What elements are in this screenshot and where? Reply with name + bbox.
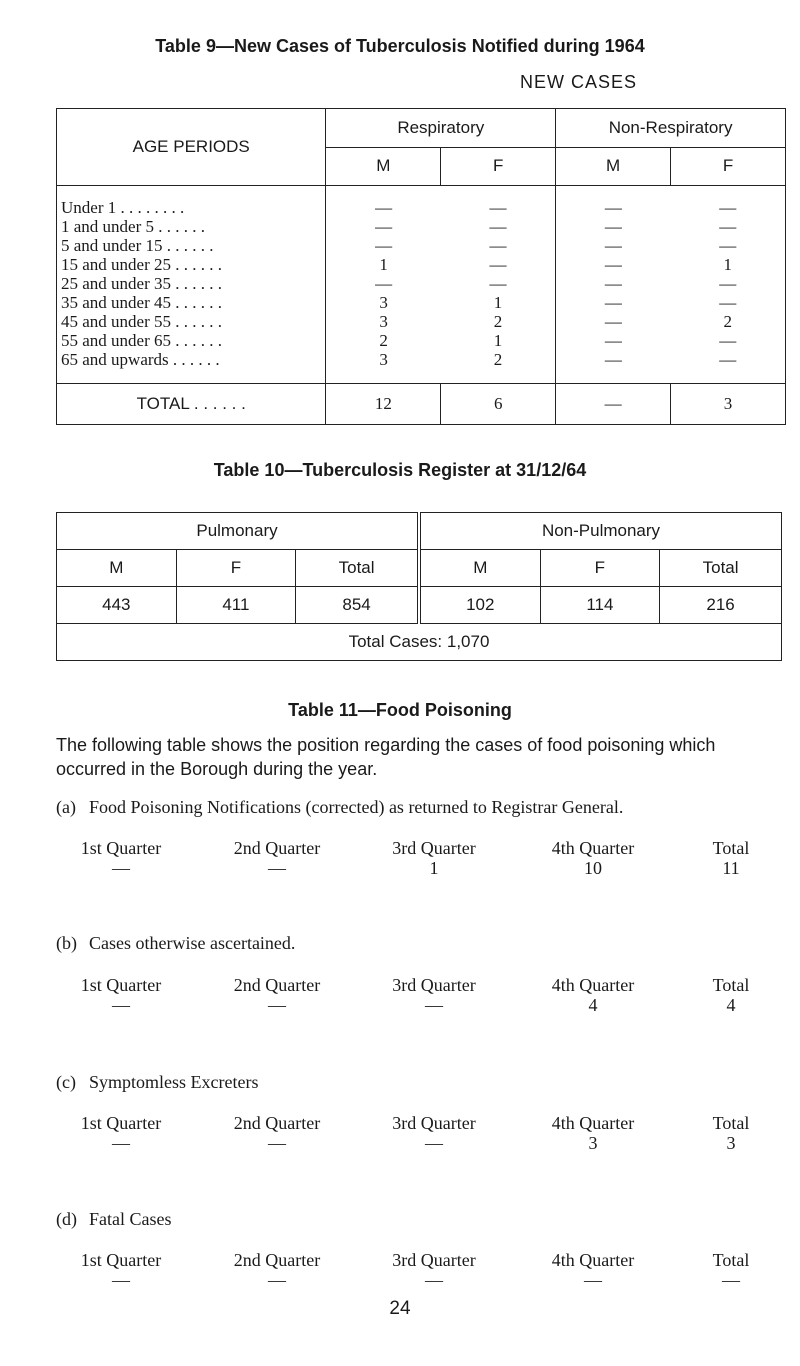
quarter-value: —: [425, 1270, 443, 1290]
section-d-heading: Fatal Cases: [89, 1209, 172, 1229]
cell: —: [489, 217, 507, 236]
quarter-value: 3: [726, 1133, 736, 1153]
quarter-label: 2nd Quarter: [233, 1250, 321, 1270]
cell: —: [719, 350, 737, 369]
quarter-label: 2nd Quarter: [233, 838, 321, 858]
quarter-value: —: [112, 1133, 130, 1153]
nonresp-f-column: [671, 186, 786, 384]
age-labels-column: [57, 186, 326, 384]
resp-m-header: M: [326, 147, 441, 186]
quarter-label: 1st Quarter: [80, 975, 162, 995]
cell: —: [604, 255, 622, 274]
quarter-value: 10: [584, 858, 602, 878]
section-d-marker: (d): [56, 1209, 77, 1229]
quarter-label: 2nd Quarter: [233, 1113, 321, 1133]
total-nonresp-f: 3: [671, 384, 786, 425]
non-pulmonary-header: Non-Pulmonary: [419, 513, 782, 550]
cell: —: [719, 217, 737, 236]
pulm-m-header: M: [57, 550, 177, 587]
cell: —: [489, 274, 507, 293]
age-label: 65 and upwards . . . . . .: [61, 350, 220, 369]
cell: —: [719, 236, 737, 255]
total-resp-f: 6: [441, 384, 556, 425]
cell: —: [604, 350, 622, 369]
section-a-marker: (a): [56, 797, 76, 817]
quarter-label: 4th Quarter: [551, 838, 635, 858]
quarter-value: 3: [588, 1133, 598, 1153]
quarter-label: Total: [712, 1113, 750, 1133]
cell: —: [489, 198, 507, 217]
respiratory-header: Respiratory: [326, 109, 556, 148]
quarter-label: 1st Quarter: [80, 1113, 162, 1133]
total-resp-m: 12: [326, 384, 441, 425]
nonresp-f-header: F: [671, 147, 786, 186]
cell: —: [604, 331, 622, 350]
quarter-label: Total: [712, 838, 750, 858]
nonpulm-m-value: 102: [419, 587, 540, 624]
quarter-label: 4th Quarter: [551, 1250, 635, 1270]
nonpulm-total-header: Total: [660, 550, 782, 587]
resp-f-column: [441, 186, 556, 384]
age-label: 45 and under 55 . . . . . .: [61, 312, 223, 331]
table11-title: Table 11—Food Poisoning: [288, 700, 512, 720]
quarter-label: 1st Quarter: [80, 1250, 162, 1270]
quarter-label: Total: [712, 975, 750, 995]
cell: —: [719, 274, 737, 293]
section-c-marker: (c): [56, 1072, 76, 1092]
quarter-value: —: [112, 995, 130, 1015]
cell: 2: [379, 331, 388, 350]
quarter-value: —: [268, 1133, 286, 1153]
nonresp-m-header: M: [556, 147, 671, 186]
quarter-label: 2nd Quarter: [233, 975, 321, 995]
age-periods-header: AGE PERIODS: [57, 109, 326, 186]
cell: —: [489, 255, 507, 274]
quarter-value: —: [268, 858, 286, 878]
table9: [56, 108, 786, 425]
quarter-value: —: [722, 1270, 740, 1290]
section-d-quarters: [80, 1250, 769, 1290]
quarter-label: 3rd Quarter: [392, 838, 476, 858]
quarter-label: 3rd Quarter: [392, 975, 476, 995]
cell: —: [375, 274, 393, 293]
page-number: 24: [389, 1298, 411, 1319]
section-b-marker: (b): [56, 933, 77, 953]
cell: —: [375, 217, 393, 236]
cell: —: [375, 198, 393, 217]
cell: 3: [379, 350, 388, 369]
cell: —: [719, 331, 737, 350]
age-label: 25 and under 35 . . . . . .: [61, 274, 223, 293]
quarter-value: —: [268, 1270, 286, 1290]
cell: 3: [379, 312, 388, 331]
cell: —: [604, 293, 622, 312]
cell: —: [604, 198, 622, 217]
quarter-value: —: [584, 1270, 602, 1290]
quarter-value: 1: [429, 858, 439, 878]
total-cases: Total Cases: 1,070: [57, 624, 782, 661]
cell: —: [604, 274, 622, 293]
table9-subtitle: NEW CASES: [520, 72, 638, 92]
quarter-label: 3rd Quarter: [392, 1250, 476, 1270]
quarter-value: 4: [588, 995, 598, 1015]
pulm-total-value: 854: [296, 587, 419, 624]
cell: —: [719, 198, 737, 217]
cell: 2: [493, 312, 503, 331]
age-label: 15 and under 25 . . . . . .: [61, 255, 223, 274]
age-label: 5 and under 15 . . . . . .: [61, 236, 214, 255]
quarter-label: 4th Quarter: [551, 1113, 635, 1133]
quarter-value: —: [425, 1133, 443, 1153]
quarter-value: 11: [722, 858, 740, 878]
section-c-quarters: [80, 1113, 769, 1153]
total-label: TOTAL . . . . . .: [57, 384, 326, 425]
cell: 1: [493, 331, 503, 350]
table11-intro: The following table shows the position regarding the cases of food poisoning which occurred in the Borough during the year.: [56, 735, 716, 779]
cell: 2: [723, 312, 733, 331]
age-label: 35 and under 45 . . . . . .: [61, 293, 223, 312]
resp-m-column: [326, 186, 441, 384]
pulmonary-header: Pulmonary: [57, 513, 419, 550]
cell: 2: [493, 350, 503, 369]
quarter-label: 3rd Quarter: [392, 1113, 476, 1133]
cell: 1: [723, 255, 733, 274]
cell: —: [375, 236, 393, 255]
table9-title: Table 9—New Cases of Tuberculosis Notified during 1964: [155, 36, 645, 56]
quarter-value: —: [112, 1270, 130, 1290]
cell: —: [489, 236, 507, 255]
cell: —: [604, 217, 622, 236]
cell: 1: [493, 293, 503, 312]
section-c-heading: Symptomless Excreters: [89, 1072, 259, 1092]
non-respiratory-header: Non-Respiratory: [556, 109, 786, 148]
section-b-heading: Cases otherwise ascertained.: [89, 933, 296, 953]
pulm-f-value: 411: [176, 587, 296, 624]
total-nonresp-m: —: [556, 384, 671, 425]
nonpulm-m-header: M: [419, 550, 540, 587]
pulm-f-header: F: [176, 550, 296, 587]
nonpulm-f-value: 114: [540, 587, 660, 624]
section-a-quarters: [80, 838, 769, 878]
table10: [56, 512, 782, 661]
quarter-value: 4: [726, 995, 736, 1015]
pulm-total-header: Total: [296, 550, 419, 587]
quarter-value: —: [268, 995, 286, 1015]
cell: 1: [379, 255, 388, 274]
resp-f-header: F: [441, 147, 556, 186]
table10-title: Table 10—Tuberculosis Register at 31/12/64: [213, 460, 587, 480]
section-b-quarters: [80, 975, 769, 1015]
nonresp-m-column: [556, 186, 671, 384]
quarter-label: 4th Quarter: [551, 975, 635, 995]
cell: —: [604, 312, 622, 331]
quarter-value: —: [112, 858, 130, 878]
quarter-label: Total: [712, 1250, 750, 1270]
cell: 3: [379, 293, 388, 312]
nonpulm-total-value: 216: [660, 587, 782, 624]
quarter-label: 1st Quarter: [80, 838, 162, 858]
age-label: 55 and under 65 . . . . . .: [61, 331, 223, 350]
cell: —: [604, 236, 622, 255]
quarter-value: —: [425, 995, 443, 1015]
pulm-m-value: 443: [57, 587, 177, 624]
age-label: Under 1 . . . . . . . .: [61, 198, 185, 217]
nonpulm-f-header: F: [540, 550, 660, 587]
cell: —: [719, 293, 737, 312]
section-a-heading: Food Poisoning Notifications (corrected) as returned to Registrar General.: [89, 797, 624, 817]
age-label: 1 and under 5 . . . . . .: [61, 217, 206, 236]
